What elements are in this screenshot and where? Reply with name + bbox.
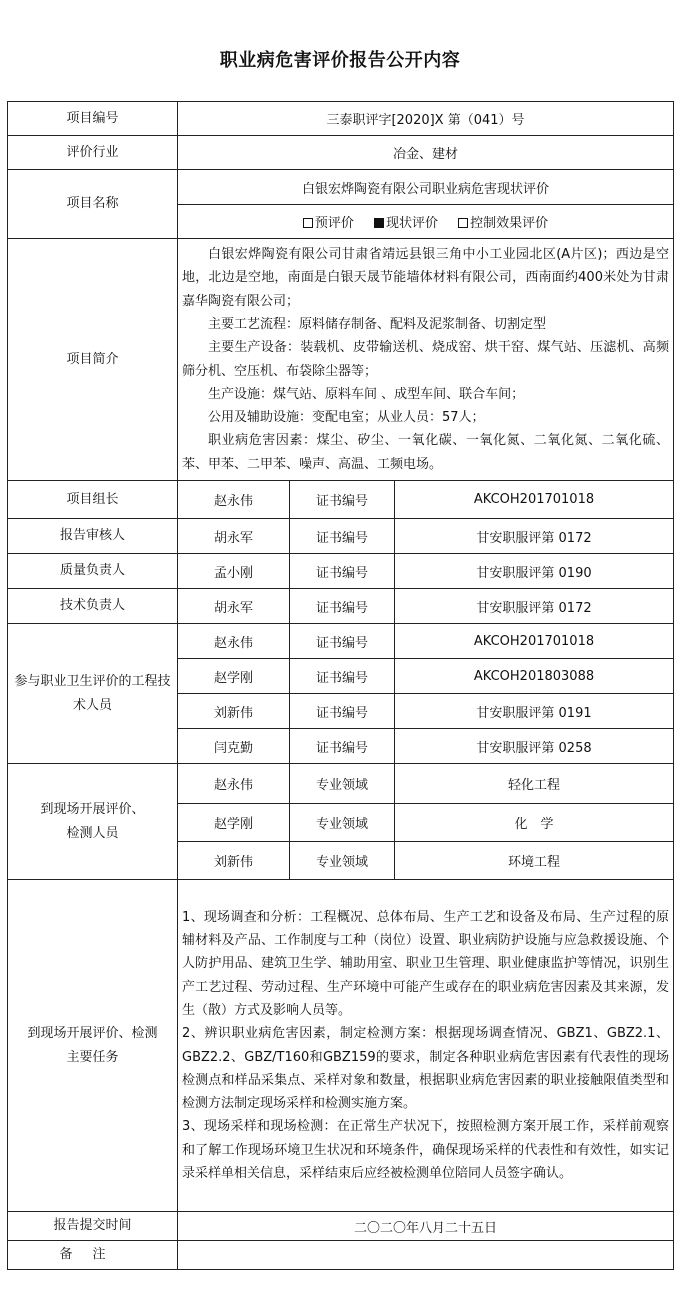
staff-name: 赵永伟	[178, 481, 290, 519]
row-remarks	[8, 1241, 674, 1270]
staff-name: 胡永军	[178, 589, 290, 624]
intro-paragraph: 主要生产设备：装载机、皮带输送机、烧成窑、烘干窑、煤气站、压滤机、高频筛分机、空压机、布袋除尘器等；	[182, 340, 669, 379]
option-control-eval-label: 控制效果评价	[470, 216, 549, 231]
checkbox-icon	[458, 218, 468, 228]
row-tasks	[8, 880, 674, 1212]
intro-paragraph: 白银宏烨陶瓷有限公司甘肃省靖远县银三角中小工业园北区(A片区)；西边是空地，北边是空地，南面是白银天晟节能墙体材料有限公司，西南面约400米处为甘肃嘉华陶瓷有限公司；	[182, 247, 669, 309]
field-staff-name: 刘新伟	[178, 842, 290, 880]
checkbox-checked-icon	[374, 218, 384, 228]
staff-role: 质量负责人	[8, 554, 178, 589]
tasks-label: 到现场开展评价、检测主要任务	[8, 880, 178, 1212]
staff-role: 项目组长	[8, 481, 178, 519]
staff-cert: 甘安职服评第 0190	[395, 554, 674, 589]
staff-row	[8, 481, 674, 519]
row-project-name	[8, 170, 674, 205]
submit-time-label: 报告提交时间	[8, 1212, 178, 1241]
report-table	[7, 101, 674, 1270]
staff-role: 报告审核人	[8, 519, 178, 554]
cert-label: 证书编号	[290, 694, 395, 729]
tasks-content	[178, 880, 674, 1212]
cert-label: 证书编号	[290, 519, 395, 554]
row-submit-time	[8, 1212, 674, 1241]
staff-row	[8, 554, 674, 589]
cert-label: 证书编号	[290, 659, 395, 694]
field-staff-field: 化 学	[395, 804, 674, 842]
option-pre-eval	[303, 212, 354, 231]
engineer-name: 赵永伟	[178, 624, 290, 659]
staff-cert: AKCOH201701018	[395, 481, 674, 519]
eval-type-options	[178, 205, 674, 239]
intro-content	[178, 239, 674, 481]
option-status-eval-label: 现状评价	[385, 216, 438, 231]
staff-row	[8, 519, 674, 554]
field-label: 专业领域	[290, 842, 395, 880]
task-paragraph: 1、现场调查和分析：工程概况、总体布局、生产工艺和设备及布局、生产过程的原辅材料及产品、工作制度与工种（岗位）设置、职业病防护设施与应急救援设施、个人防护用品、建筑卫生学、辅助用室、职业卫生管理、职业健康监护等情况，识别生产工艺过程、劳动过程、生产环境中可能产生或存在的职业病危害因素及其来源，发生（散）方式及影响人员等。	[182, 909, 669, 1018]
engineer-cert: 甘安职服评第 0191	[395, 694, 674, 729]
option-pre-eval-label: 预评价	[314, 216, 354, 231]
engineer-cert: AKCOH201803088	[395, 659, 674, 694]
staff-name: 胡永军	[178, 519, 290, 554]
row-industry	[8, 136, 674, 170]
project-name-label: 项目名称	[8, 170, 178, 239]
page-title: 职业病危害评价报告公开内容	[219, 50, 461, 71]
field-staff-name: 赵永伟	[178, 764, 290, 804]
staff-role: 技术负责人	[8, 589, 178, 624]
task-paragraph: 3、现场采样和现场检测：在正常生产状况下，按照检测方案开展工作，采样前观察和了解工作现场环境卫生状况和环境条件，确保现场采样的代表性和有效性，如实记录采样单相关信息，采样结束后应经被检测单位陪同人员签字确认。	[182, 1119, 669, 1181]
engineer-row	[8, 624, 674, 659]
cert-label: 证书编号	[290, 481, 395, 519]
cert-label: 证书编号	[290, 589, 395, 624]
engineer-name: 赵学刚	[178, 659, 290, 694]
intro-paragraph: 生产设施：煤气站、原料车间 、成型车间、联合车间；	[208, 386, 525, 402]
field-label: 专业领域	[290, 804, 395, 842]
intro-label: 项目简介	[8, 239, 178, 481]
cert-label: 证书编号	[290, 554, 395, 589]
engineer-name: 闫克勤	[178, 729, 290, 764]
staff-row	[8, 589, 674, 624]
row-intro	[8, 239, 674, 481]
project-no-label: 项目编号	[8, 102, 178, 136]
field-staff-label: 到现场开展评价、检测人员	[8, 764, 178, 880]
cert-label: 证书编号	[290, 729, 395, 764]
row-project-no	[8, 102, 674, 136]
project-name-value: 白银宏烨陶瓷有限公司职业病危害现状评价	[178, 170, 674, 205]
option-control-eval	[458, 212, 548, 231]
remarks-label: 备注	[8, 1241, 178, 1270]
field-staff-name: 赵学刚	[178, 804, 290, 842]
checkbox-icon	[303, 218, 313, 228]
project-no-value: 三泰职评字[2020]X 第（041）号	[178, 102, 674, 136]
engineer-cert: AKCOH201701018	[395, 624, 674, 659]
field-staff-field: 环境工程	[395, 842, 674, 880]
staff-name: 孟小刚	[178, 554, 290, 589]
engineer-cert: 甘安职服评第 0258	[395, 729, 674, 764]
engineer-name: 刘新伟	[178, 694, 290, 729]
submit-time-value: 二〇二〇年八月二十五日	[178, 1212, 674, 1241]
staff-cert: 甘安职服评第 0172	[395, 519, 674, 554]
intro-paragraph: 主要工艺流程：原料储存制备、配料及泥浆制备、切割定型	[208, 316, 547, 332]
staff-cert: 甘安职服评第 0172	[395, 589, 674, 624]
intro-paragraph: 职业病危害因素：煤尘、矽尘、一氧化碳、一氧化氮、二氧化氮、二氧化硫、苯、甲苯、二甲苯、噪声、高温、工频电场。	[182, 433, 669, 472]
industry-value: 冶金、建材	[178, 136, 674, 170]
industry-label: 评价行业	[8, 136, 178, 170]
cert-label: 证书编号	[290, 624, 395, 659]
remarks-value	[178, 1241, 674, 1270]
intro-paragraph: 公用及辅助设施：变配电室；从业人员：57人；	[208, 410, 485, 426]
field-staff-row	[8, 764, 674, 804]
engineers-label: 参与职业卫生评价的工程技术人员	[8, 624, 178, 764]
option-status-eval	[374, 212, 438, 231]
field-staff-field: 轻化工程	[395, 764, 674, 804]
task-paragraph: 2、辨识职业病危害因素，制定检测方案：根据现场调查情况、GBZ1、GBZ2.1、GBZ2.2、GBZ/T160和GBZ159的要求，制定各种职业病危害因素有代表性的现场检测点和样品采集点、采样对象和数量，根据职业病危害因素的职业接触限值类型和检测方法制定现场采样和检测实施方案。	[182, 1026, 669, 1112]
field-label: 专业领域	[290, 764, 395, 804]
